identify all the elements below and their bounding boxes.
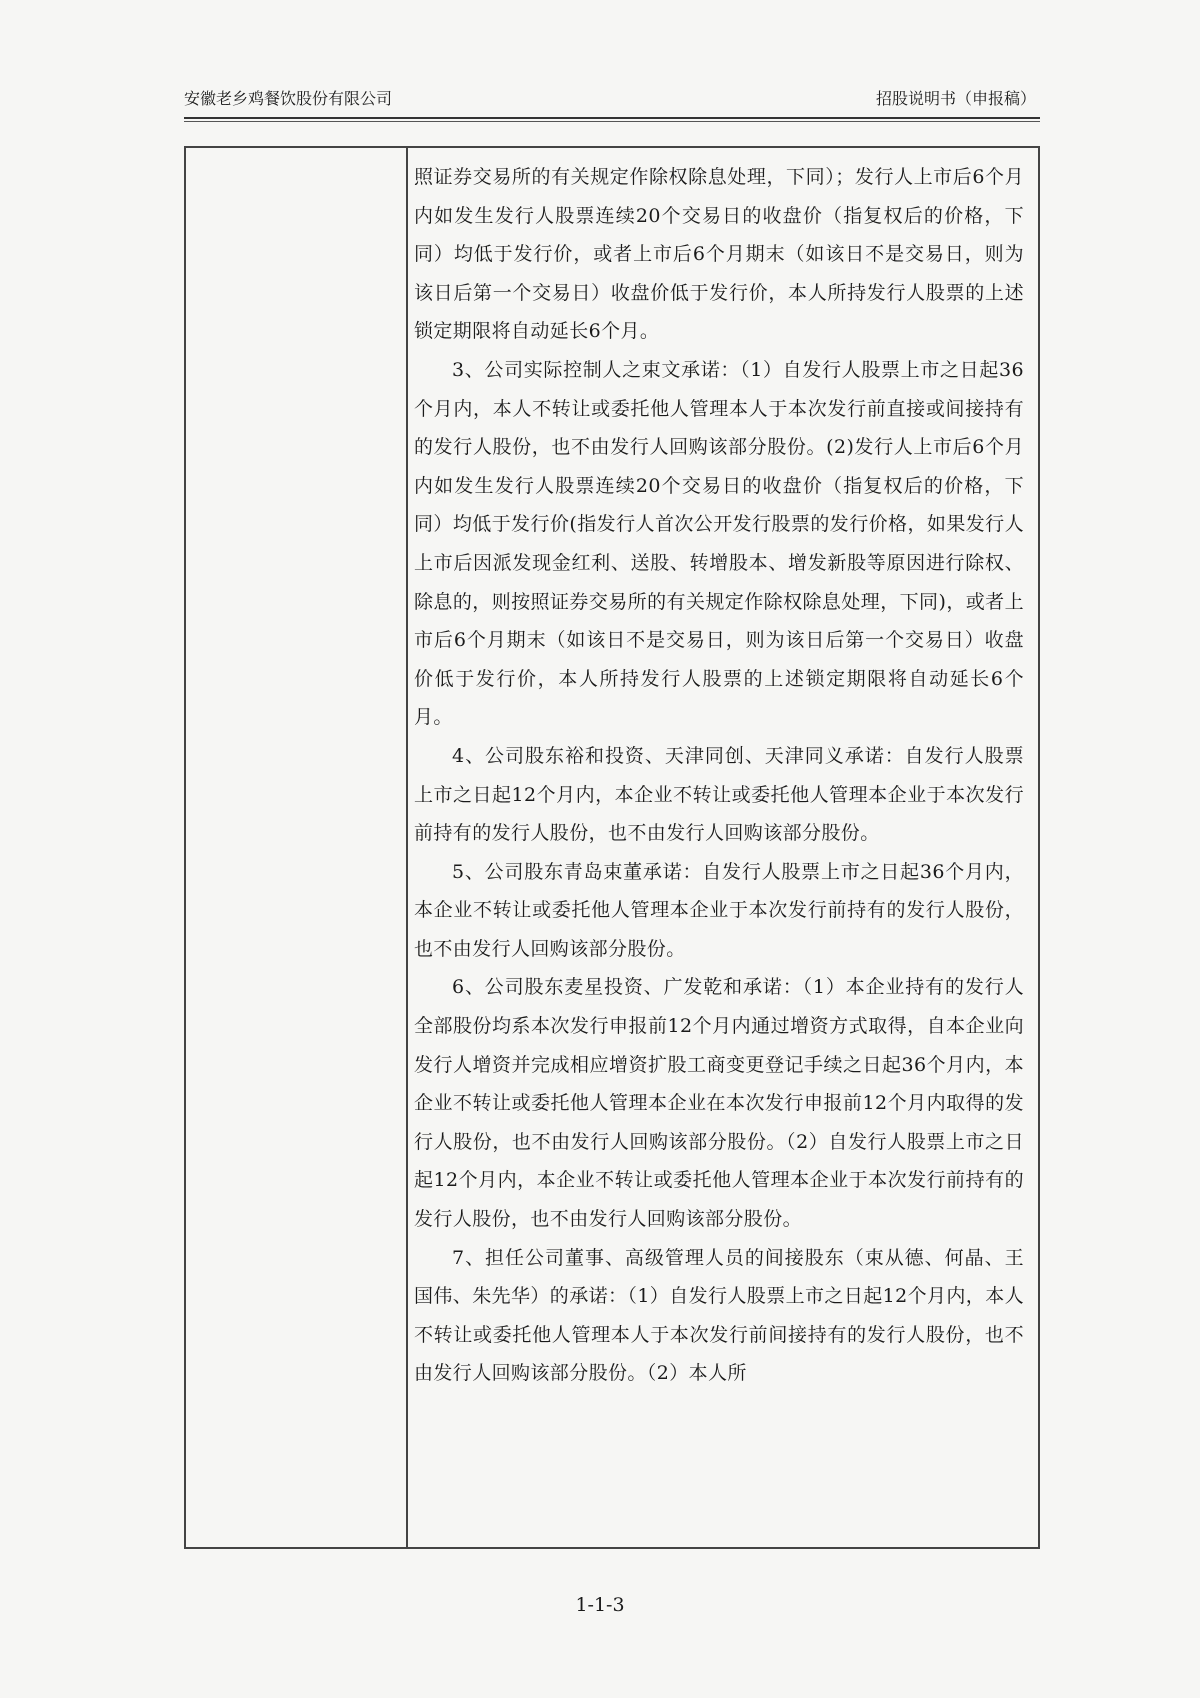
table-right-cell	[414, 158, 1024, 1393]
header-rule-thin	[184, 121, 1040, 122]
paragraph-7: 7、担任公司董事、高级管理人员的间接股东（束从德、何晶、王国伟、朱先华）的承诺：（1）自发行人股票上市之日起12个月内，本人不转让或委托他人管理本人于本次发行前间接持有的发行人股份，也不由发行人回购该部分股份。（2）本人所	[414, 1246, 1024, 1385]
paragraph-4: 4、公司股东裕和投资、天津同创、天津同义承诺：自发行人股票上市之日起12个月内，本企业不转让或委托他人管理本企业于本次发行前持有的发行人股份，也不由发行人回购该部分股份。	[414, 744, 1024, 845]
paragraph-continued: 照证券交易所的有关规定作除权除息处理，下同）；发行人上市后6个月内如发生发行人股票连续20个交易日的收盘价（指复权后的价格，下同）均低于发行价，或者上市后6个月期末（如该日不是交易日，则为该日后第一个交易日）收盘价低于发行价，本人所持发行人股票的上述锁定期限将自动延长6个月。	[414, 166, 1024, 343]
company-name: 安徽老乡鸡餐饮股份有限公司	[184, 89, 393, 108]
paragraph-6: 6、公司股东麦星投资、广发乾和承诺：（1）本企业持有的发行人全部股份均系本次发行申报前12个月内通过增资方式取得，自本企业向发行人增资并完成相应增资扩股工商变更登记手续之日起36个月内，本企业不转让或委托他人管理本企业在本次发行申报前12个月内取得的发行人股份，也不由发行人回购该部分股份。（2）自发行人股票上市之日起12个月内，本企业不转让或委托他人管理本企业于本次发行前持有的发行人股份，也不由发行人回购该部分股份。	[414, 976, 1024, 1231]
page-number: 1-1-3	[575, 1594, 625, 1616]
table-left-cell	[186, 148, 406, 1547]
paragraph-5: 5、公司股东青岛束董承诺：自发行人股票上市之日起36个月内，本企业不转让或委托他人管理本企业于本次发行前持有的发行人股份，也不由发行人回购该部分股份。	[414, 860, 1024, 960]
running-header	[184, 86, 1040, 112]
column-divider	[406, 148, 408, 1547]
commitment-table	[184, 146, 1040, 1549]
paragraph-3: 3、公司实际控制人之束文承诺：（1）自发行人股票上市之日起36个月内，本人不转让或委托他人管理本人于本次发行前直接或间接持有的发行人股份，也不由发行人回购该部分股份。(2)发行人上市后6个月内如发生发行人股票连续20个交易日的收盘价（指复权后的价格，下同）均低于发行价(指发行人首次公开发行股票的发行价格，如果发行人上市后因派发现金红利、送股、转增股本、增发新股等原因进行除权、除息的，则按照证券交易所的有关规定作除权除息处理，下同)，或者上市后6个月期末（如该日不是交易日，则为该日后第一个交易日）收盘价低于发行价，本人所持发行人股票的上述锁定期限将自动延长6个月。	[414, 358, 1024, 729]
document-title: 招股说明书（申报稿）	[875, 89, 1036, 108]
header-rule-thick	[184, 117, 1040, 119]
